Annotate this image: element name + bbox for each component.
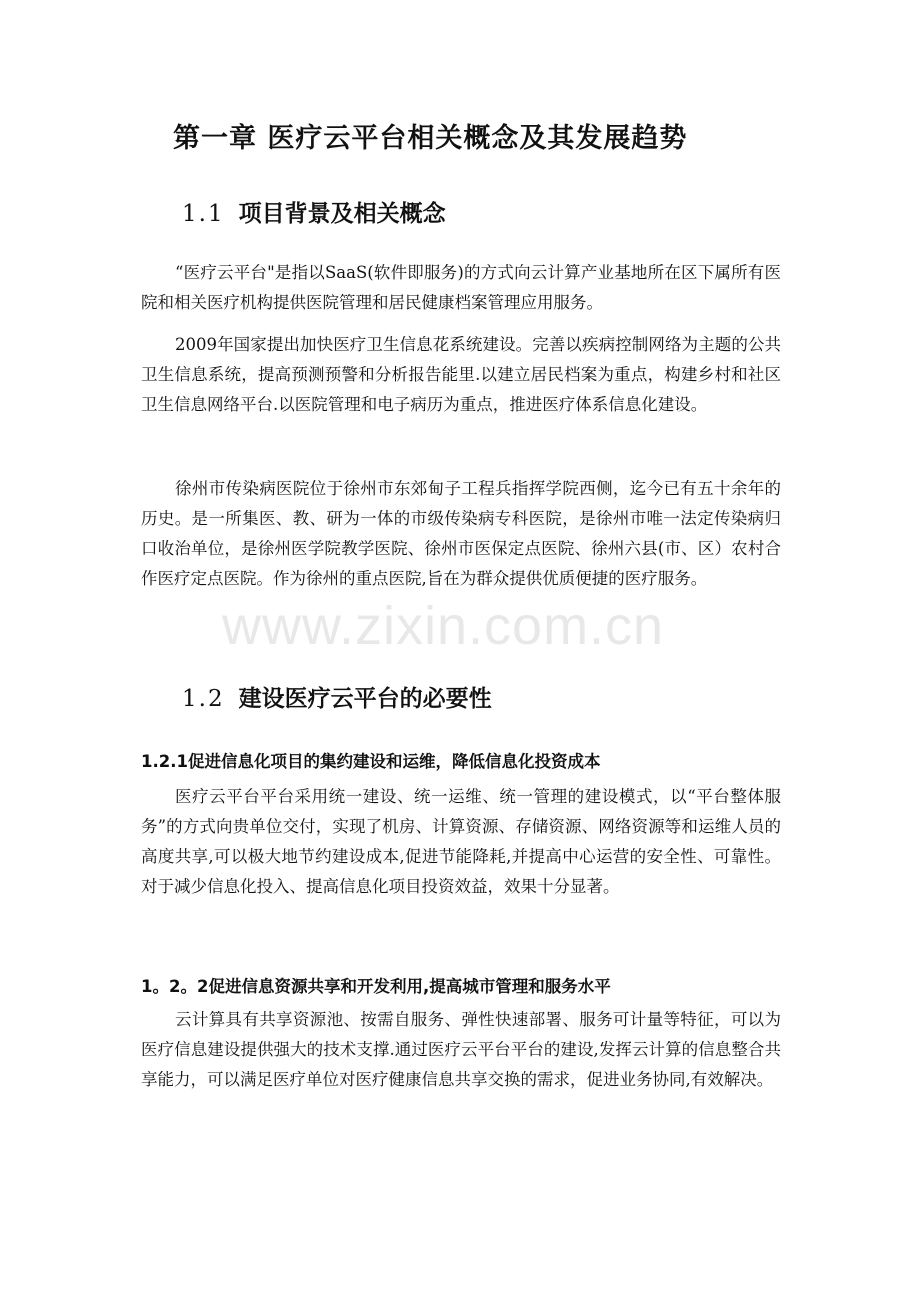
subsection-heading-1-2-2: 1。2。2促进信息资源共享和开发利用,提高城市管理和服务水平 xyxy=(141,977,611,996)
paragraph-intensive-construction: 医疗云平台平台采用统一建设、统一运维、统一管理的建设模式，以“平台整体服务”的方式向贵单位交付，实现了机房、计算资源、存储资源、网络资源等和运维人员的高度共享,可以极大地节约建设成本,促进节能降耗,并提高中心运营的安全性、可靠性。对于减少信息化投入、提高信息化项目投资效益，效果十分显著。 xyxy=(141,787,781,896)
paragraph-xuzhou-hospital: 徐州市传染病医院位于徐州市东郊甸子工程兵指挥学院西侧，迄今已有五十余年的历史。是一所集医、教、研为一体的市级传染病专科医院，是徐州市唯一法定传染病归口收治单位，是徐州医学院教学医院、徐州市医保定点医院、徐州六县(市、区）农村合作医疗定点医院。作为徐州的重点医院,旨在为群众提供优质便捷的医疗服务。 xyxy=(141,479,781,588)
paragraph-resource-sharing: 云计算具有共享资源池、按需自服务、弹性快速部署、服务可计量等特征，可以为医疗信息建设提供强大的技术支撑.通过医疗云平台平台的建设,发挥云计算的信息整合共享能力，可以满足医疗单位对医疗健康信息共享交换的需求，促进业务协同,有效解决。 xyxy=(141,1010,781,1089)
section-heading-1-2 xyxy=(182,680,492,713)
watermark: www.zixin.com.cn xyxy=(222,596,665,656)
paragraph-2009-policy: 2009年国家提出加快医疗卫生信息花系统建设。完善以疾病控制网络为主题的公共卫生信息系统，提高预测预警和分析报告能里.以建立居民档案为重点，构建乡村和社区卫生信息网络平台.以医院管理和电子病历为重点，推进医疗体系信息化建设。 xyxy=(141,335,781,414)
paragraph-saas-definition: “医疗云平台"是指以SaaS(软件即服务)的方式向云计算产业基地所在区下属所有医院和相关医疗机构提供医院管理和居民健康档案管理应用服务。 xyxy=(141,263,781,312)
subsection-heading-1-2-1: 1.2.1促进信息化项目的集约建设和运维，降低信息化投资成本 xyxy=(141,752,601,771)
section-title-text: 项目背景及相关概念 xyxy=(238,201,446,227)
section-heading-1-1 xyxy=(182,195,446,228)
section-title-text: 建设医疗云平台的必要性 xyxy=(238,686,492,712)
section-number: 1.2 xyxy=(182,686,225,712)
chapter-title: 第一章 医疗云平台相关概念及其发展趋势 xyxy=(173,123,688,154)
section-number: 1.1 xyxy=(182,201,225,227)
